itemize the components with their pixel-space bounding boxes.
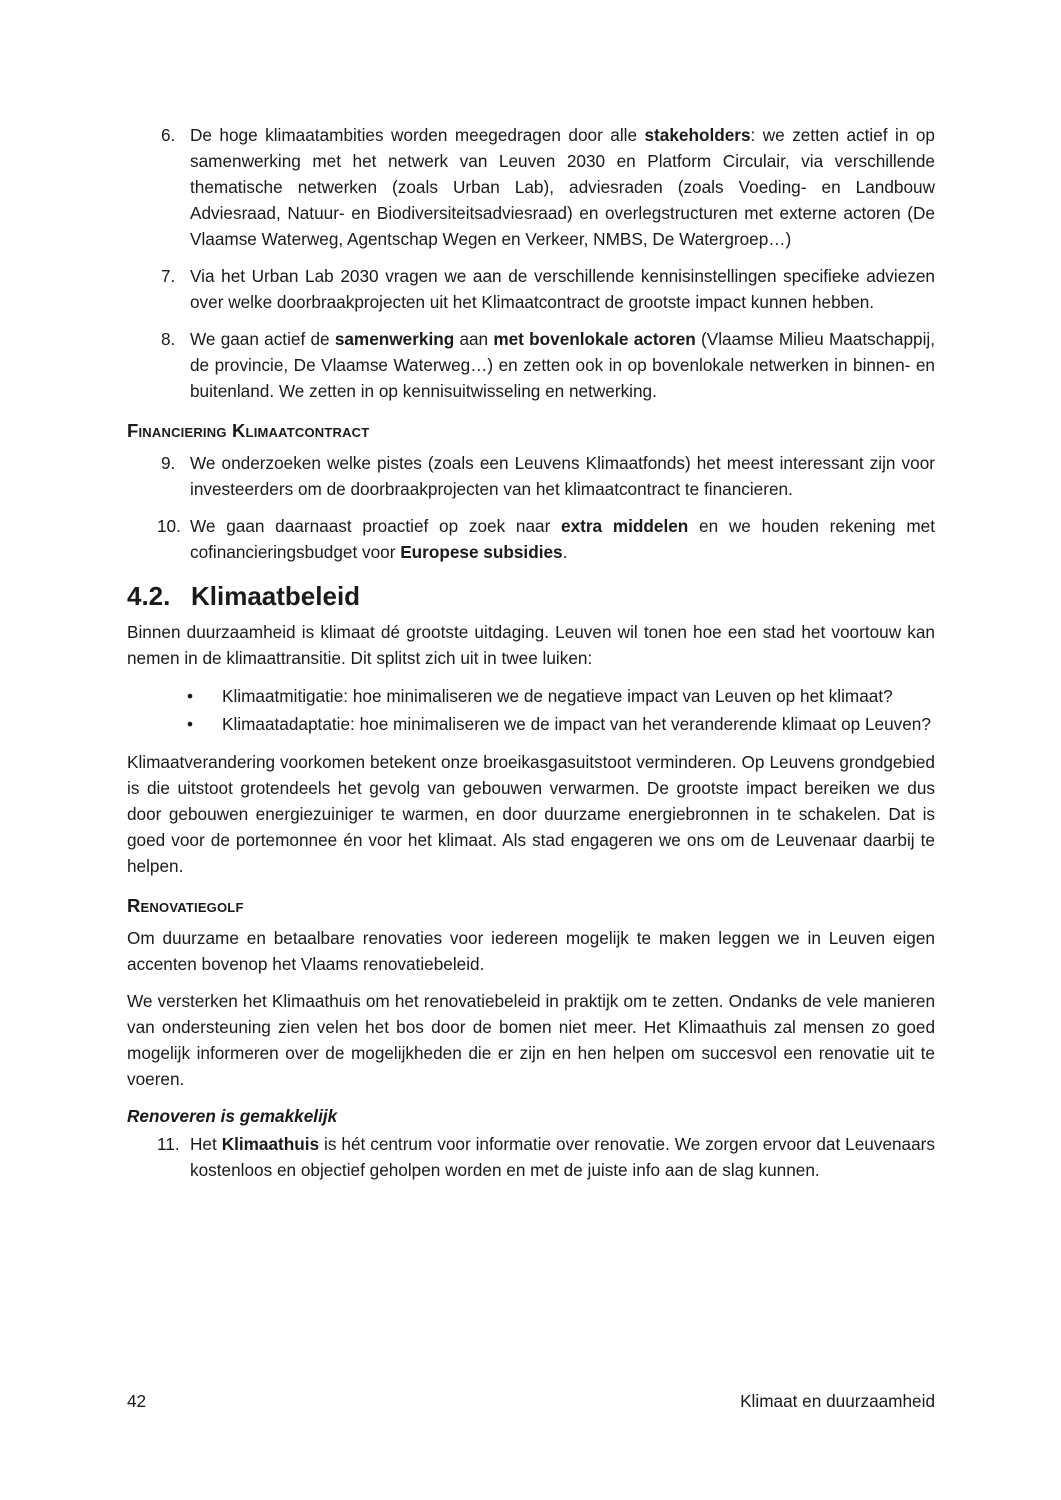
renovatie-paragraph-1: Om duurzame en betaalbare renovaties voor iedereen mogelijk te maken leggen we in Leuven eigen accenten bovenop het Vlaams renovatiebeleid.	[127, 928, 935, 974]
text: De hoge klimaatambities worden meegedragen door alle	[190, 125, 645, 145]
numbered-item	[127, 513, 935, 565]
page-number: 42	[127, 1391, 147, 1411]
bold-text: samenwerking	[334, 329, 455, 349]
text: We gaan daarnaast proactief op zoek naar	[190, 516, 562, 536]
numbered-item	[127, 1131, 935, 1183]
text: .	[562, 542, 568, 562]
intro-paragraph: Binnen duurzaamheid is klimaat dé grootste uitdaging. Leuven wil tonen hoe een stad het voortouw kan nemen in de klimaattransitie. Dit splitst zich uit in twee luiken:	[127, 622, 935, 668]
text: aan	[454, 329, 494, 349]
text: is hét centrum voor informatie over renovatie. We zorgen ervoor dat Leuvenaars kostenloos en objectief geholpen worden en met de juiste info aan de slag kunnen.	[190, 1134, 935, 1180]
text: We gaan actief de	[190, 329, 335, 349]
bold-text: Klimaathuis	[221, 1134, 320, 1154]
renovatie-paragraph-2: We versterken het Klimaathuis om het renovatiebeleid in praktijk om te zetten. Ondanks de vele manieren van ondersteuning zien velen het bos door de bomen niet meer. Het Klimaathuis zal mensen zo goed mogelijk informeren over de mogelijkheden die er zijn en hen helpen om succesvol een renovatie uit te voeren.	[127, 991, 935, 1089]
text: Het	[190, 1134, 222, 1154]
numbered-list-3	[127, 1131, 935, 1183]
text: We onderzoeken welke pistes (zoals een Leuvens Klimaatfonds) het meest interessant zijn voor investeerders om de doorbraakprojecten van het klimaatcontract te financieren.	[190, 453, 935, 499]
item-number: 6.	[161, 125, 176, 145]
text: : we zetten actief in op samenwerking met het netwerk van Leuven 2030 en Platform Circulair, via verschillende thematische netwerken (zoals Urban Lab), adviesraden (zoals Voeding- en Landbouw Adviesraad, Natuur- en Biodiversiteitsadviesraad) en overlegstructuren met externe actoren (De Vlaamse Waterweg, Agentschap Wegen en Verkeer, NMBS, De Watergroep…)	[190, 125, 935, 249]
numbered-item	[127, 450, 935, 502]
bullet-list	[127, 682, 935, 738]
bold-text: met bovenlokale actoren	[493, 329, 696, 349]
item-number: 9.	[161, 453, 176, 473]
bullet-item: • Klimaatmitigatie: hoe minimaliseren we de negatieve impact van Leuven op het klimaat?	[127, 682, 935, 710]
heading-financiering: Financiering Klimaatcontract	[127, 420, 370, 441]
item-number: 11.	[157, 1134, 180, 1154]
text: en we houden rekening met cofinancieringsbudget voor	[190, 516, 936, 562]
numbered-list-2	[127, 450, 935, 565]
page-body	[127, 122, 935, 1194]
bullet-item: • Klimaatadaptatie: hoe minimaliseren we de impact van het veranderende klimaat op Leuven?	[127, 710, 935, 738]
section-number: 4.2.	[127, 581, 171, 611]
numbered-item	[127, 326, 935, 404]
bullet-icon: •	[187, 714, 194, 734]
chapter-title: Klimaat en duurzaamheid	[740, 1391, 935, 1411]
page-footer	[127, 1391, 935, 1412]
numbered-list-1	[127, 122, 935, 404]
klimaat-paragraph: Klimaatverandering voorkomen betekent onze broeikasgasuitstoot verminderen. Op Leuvens grondgebied is die uitstoot grotendeels het gevolg van gebouwen verwarmen. De grootste impact bereiken we dus door gebouwen energiezuiniger te warmen, en door duurzame energiebronnen in te schakelen. Dat is goed voor de portemonnee én voor het klimaat. Als stad engageren we ons om de Leuvenaar daarbij te helpen.	[127, 752, 935, 876]
section-title-text: Klimaatbeleid	[191, 581, 361, 611]
bold-text: stakeholders	[644, 125, 751, 145]
numbered-item	[127, 263, 935, 315]
item-number: 7.	[161, 266, 176, 286]
text: Via het Urban Lab 2030 vragen we aan de verschillende kennisinstellingen specifieke adviezen over welke doorbraakprojecten uit het Klimaatcontract de grootste impact kunnen hebben.	[190, 266, 935, 312]
numbered-item	[127, 122, 935, 252]
section-title	[127, 579, 935, 613]
bold-text: Europese subsidies	[400, 542, 563, 562]
text: (Vlaamse Milieu Maatschappij, de provincie, De Vlaamse Waterweg…) en zetten ook in op bovenlokale netwerken in binnen- en buitenland. We zetten in op kennisuitwisseling en netwerking.	[190, 329, 935, 401]
subheading-renoveren: Renoveren is gemakkelijk	[127, 1106, 338, 1126]
bold-text: extra middelen	[561, 516, 689, 536]
item-number: 10.	[157, 516, 181, 536]
heading-renovatiegolf: Renovatiegolf	[127, 895, 244, 916]
item-number: 8.	[161, 329, 176, 349]
bullet-icon: •	[187, 686, 194, 706]
